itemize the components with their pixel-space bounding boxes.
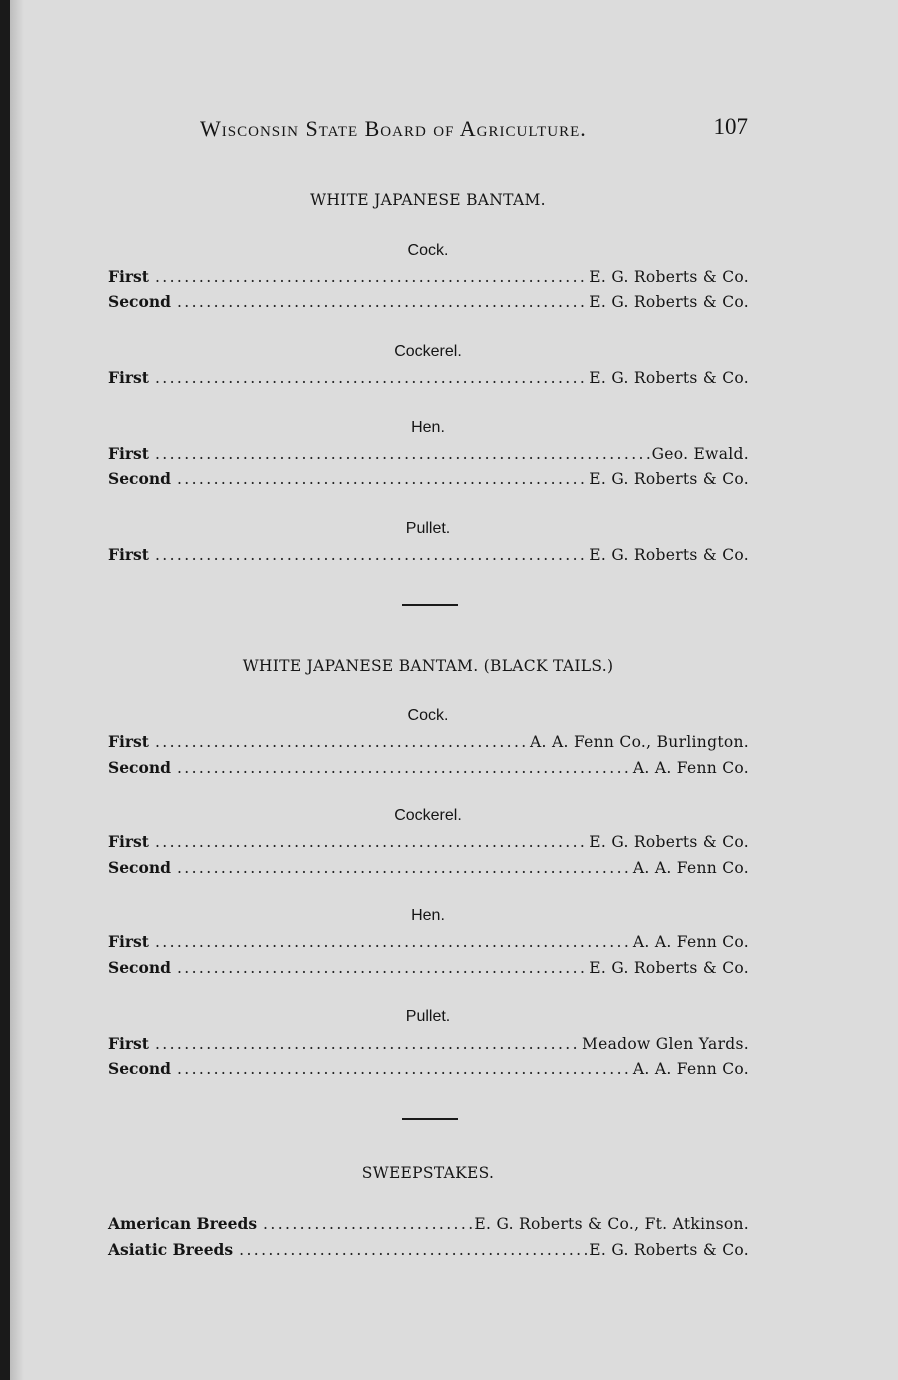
section-heading-white-japanese-bantam: WHITE JAPANESE BANTAM. xyxy=(310,191,546,209)
award-place: Second xyxy=(108,758,171,777)
award-winner: A. A. Fenn Co. xyxy=(632,933,749,951)
award-winner: A. A. Fenn Co., Burlington. xyxy=(530,733,749,751)
class-heading-pullet: Pullet. xyxy=(405,520,451,537)
award-row xyxy=(108,443,749,465)
award-row xyxy=(108,1239,749,1261)
dot-leader xyxy=(155,367,587,389)
award-winner: E. G. Roberts & Co. xyxy=(589,470,749,488)
award-winner: E. G. Roberts & Co. xyxy=(589,833,749,851)
award-place: Second xyxy=(108,469,171,488)
award-winner: A. A. Fenn Co. xyxy=(632,759,749,777)
dot-leader xyxy=(177,757,631,779)
award-winner: E. G. Roberts & Co. xyxy=(589,1241,749,1259)
award-winner: E. G. Roberts & Co. xyxy=(589,546,749,564)
award-row xyxy=(108,367,749,389)
dot-leader xyxy=(263,1213,472,1235)
dot-leader xyxy=(155,931,631,953)
dot-leader xyxy=(239,1239,587,1261)
dot-leader xyxy=(177,957,587,979)
award-winner: E. G. Roberts & Co., Ft. Atkinson. xyxy=(474,1215,749,1233)
page-binding-edge xyxy=(0,0,10,1380)
award-winner: Geo. Ewald. xyxy=(651,445,749,463)
section-heading-sweepstakes: SWEEPSTAKES. xyxy=(361,1164,495,1182)
dot-leader xyxy=(177,291,587,313)
award-row xyxy=(108,266,749,288)
award-row xyxy=(108,468,749,490)
award-row xyxy=(108,1033,749,1055)
award-place: First xyxy=(108,545,149,564)
dot-leader xyxy=(177,1058,631,1080)
award-place: First xyxy=(108,832,149,851)
award-row xyxy=(108,1058,749,1080)
award-row xyxy=(108,544,749,566)
award-row xyxy=(108,957,749,979)
award-winner: E. G. Roberts & Co. xyxy=(589,268,749,286)
class-heading-cock: Cock. xyxy=(407,242,449,259)
award-place: First xyxy=(108,267,149,286)
page-number: 107 xyxy=(713,114,748,139)
class-heading-cockerel: Cockerel. xyxy=(394,807,462,824)
section-divider xyxy=(402,604,458,606)
award-place: Second xyxy=(108,858,171,877)
class-heading-cock: Cock. xyxy=(407,707,449,724)
award-place: First xyxy=(108,444,149,463)
award-place: Second xyxy=(108,958,171,977)
award-place: First xyxy=(108,732,149,751)
page-header xyxy=(200,116,748,146)
award-place: First xyxy=(108,932,149,951)
award-winner: A. A. Fenn Co. xyxy=(632,1060,749,1078)
award-winner: E. G. Roberts & Co. xyxy=(589,959,749,977)
dot-leader xyxy=(155,266,587,288)
class-heading-cockerel: Cockerel. xyxy=(394,343,462,360)
dot-leader xyxy=(177,857,631,879)
dot-leader xyxy=(177,468,587,490)
dot-leader xyxy=(155,1033,580,1055)
award-place: Second xyxy=(108,292,171,311)
award-row xyxy=(108,1213,749,1235)
award-row xyxy=(108,757,749,779)
dot-leader xyxy=(155,731,528,753)
award-winner: A. A. Fenn Co. xyxy=(632,859,749,877)
class-heading-hen: Hen. xyxy=(411,419,445,436)
award-place: First xyxy=(108,1034,149,1053)
award-row xyxy=(108,831,749,853)
award-category: American Breeds xyxy=(108,1214,258,1233)
dot-leader xyxy=(155,544,587,566)
award-place: First xyxy=(108,368,149,387)
section-heading-black-tails: WHITE JAPANESE BANTAM. (BLACK TAILS.) xyxy=(242,657,614,675)
running-head: Wisconsin State Board of Agriculture. xyxy=(200,116,587,141)
award-row xyxy=(108,857,749,879)
award-row xyxy=(108,931,749,953)
award-winner: Meadow Glen Yards. xyxy=(581,1035,749,1053)
dot-leader xyxy=(155,831,587,853)
award-category: Asiatic Breeds xyxy=(108,1240,234,1259)
award-winner: E. G. Roberts & Co. xyxy=(589,293,749,311)
section-divider xyxy=(402,1118,458,1120)
award-row xyxy=(108,291,749,313)
award-winner: E. G. Roberts & Co. xyxy=(589,369,749,387)
award-row xyxy=(108,731,749,753)
class-heading-hen: Hen. xyxy=(411,907,445,924)
award-place: Second xyxy=(108,1059,171,1078)
class-heading-pullet: Pullet. xyxy=(405,1008,451,1025)
dot-leader xyxy=(155,443,650,465)
page-gutter-shadow xyxy=(10,0,24,1380)
